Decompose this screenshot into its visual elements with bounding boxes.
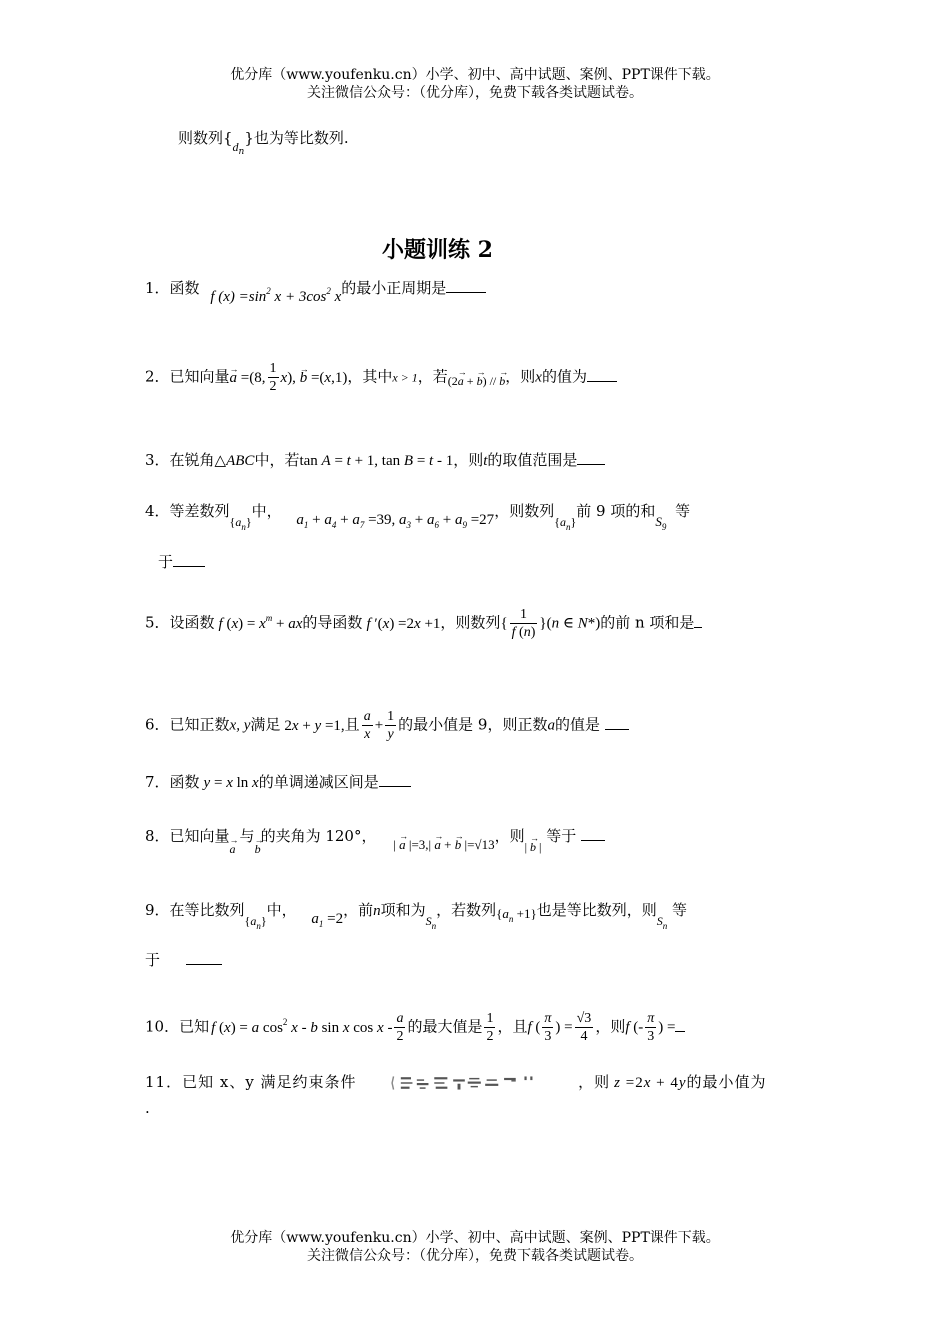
question-1: 1．函数 f $(x) =\sin^2$ $x + 3\cos^2$ x的最小正周期是: [145, 278, 486, 307]
question-9: 9．在等比数列$_{\{a_n\}}$中， $a_1 =2$，前n项和为$_{S_n}$，若数列$\{a_n +1\}$也是等比数列，则$_{S_n}$ 等: [145, 901, 688, 931]
q10-formula: f (x) = a $\cos^2 x$ - b sin x cos x -: [211, 1016, 393, 1036]
header-line-1: 优分库（www.youfenku.cn）小学、初中、高中试题、案例、PPT课件下载。: [230, 67, 720, 83]
q4-formula: $a_1 + a_4 + a_7 =39$, $a_3 + a_6 + a_9 =27$: [296, 512, 495, 530]
constraint-system-image: [362, 1075, 572, 1091]
question-7: 7．函数 y = x ln x的单调递减区间是: [145, 772, 411, 793]
answer-blank[interactable]: [379, 772, 411, 787]
question-5: 5．设函数 f $(x) = x^m$ + ax的导函数 f ′(x) =2x +1，则数列{ $\frac{1}{f (n)}$ }(n ∈ N*)的前 n 项和是: [145, 606, 702, 641]
footer-line-1: 优分库（www.youfenku.cn）小学、初中、高中试题、案例、PPT课件下载。: [230, 1230, 720, 1246]
answer-blank[interactable]: [577, 450, 605, 465]
q1-formula: f $(x) =\sin^2$ $x + 3\cos^2$ x: [210, 286, 342, 305]
question-2: 2．已知向量→ a =(8, $\frac{1}{2}$ x), → b =(x,1)，其中x > 1，若$_{(2\to a + \to b) // \to b}$，则x的值为: [145, 360, 617, 395]
question-4: 4．等差数列$_{\{a_n\}}$中， $a_1 + a_4 + a_7 =39$, $a_3 + a_6 + a_9 =27$，则数列$_{\{a_n\}}$前 9 项的和$S_9$ 等: [145, 502, 691, 532]
header-line-2: 关注微信公众号：（优分库），免费下载各类试题试卷。: [307, 85, 643, 101]
footer-line-2: 关注微信公众号：（优分库），免费下载各类试题试卷。: [307, 1248, 643, 1264]
answer-blank[interactable]: [675, 1017, 685, 1032]
q3-formula: tan A = t + 1, tan B = t - 1: [299, 453, 454, 469]
page-footer: [0, 1229, 950, 1265]
q5-formula: f $(x) = x^m$ + ax: [218, 612, 303, 632]
answer-blank[interactable]: [186, 950, 222, 965]
q8-formula: | → a |=3,| → a + → b |=√13: [393, 837, 494, 852]
question-4-cont: 于: [158, 552, 205, 572]
question-9-cont: 于: [145, 950, 222, 970]
answer-blank[interactable]: [605, 715, 629, 730]
page-header: [0, 66, 950, 102]
answer-blank[interactable]: [581, 826, 605, 841]
question-11: 11．已知 x、y 满足约束条件 ，则 z =2x + 4y的最小值为: [145, 1073, 767, 1091]
page-title: 小题训练 2: [382, 237, 493, 263]
question-3: 3．在锐角△ABC中，若tan A = t + 1, tan B = t - 1，则t的取值范围是: [145, 450, 605, 471]
question-11-cont: .: [145, 1099, 150, 1117]
answer-blank[interactable]: [587, 367, 617, 382]
answer-blank[interactable]: [446, 278, 486, 293]
q2-formula: → a =(8,: [230, 370, 266, 386]
answer-blank[interactable]: [173, 552, 205, 567]
intro-line: 则数列$\{_{dn}\}$也为等比数列.: [178, 129, 349, 157]
question-8: 8．已知向量→ a与→ b的夹角为 120°， | → a |=3,| → a + → b |=√13，则$_{| \to b |}$ 等于: [145, 826, 605, 859]
question-10: 10．已知 f (x) = a $\cos^2 x$ - b sin x cos x - $\frac{a}{2}$ 的最大值是 $\frac{1}{2}$ ，且f ( $\frac{\pi}{3}$ ) = $\frac{√3}{4}$ ，则f (- $\frac{\pi}{3}$ ) =: [145, 1010, 685, 1045]
question-6: 6．已知正数x, y满足 2x + y =1,且 $\frac{a}{x}$ + $\frac{1}{y}$ 的最小值是 9，则正数a的值是: [145, 708, 629, 743]
answer-blank[interactable]: [694, 613, 702, 628]
